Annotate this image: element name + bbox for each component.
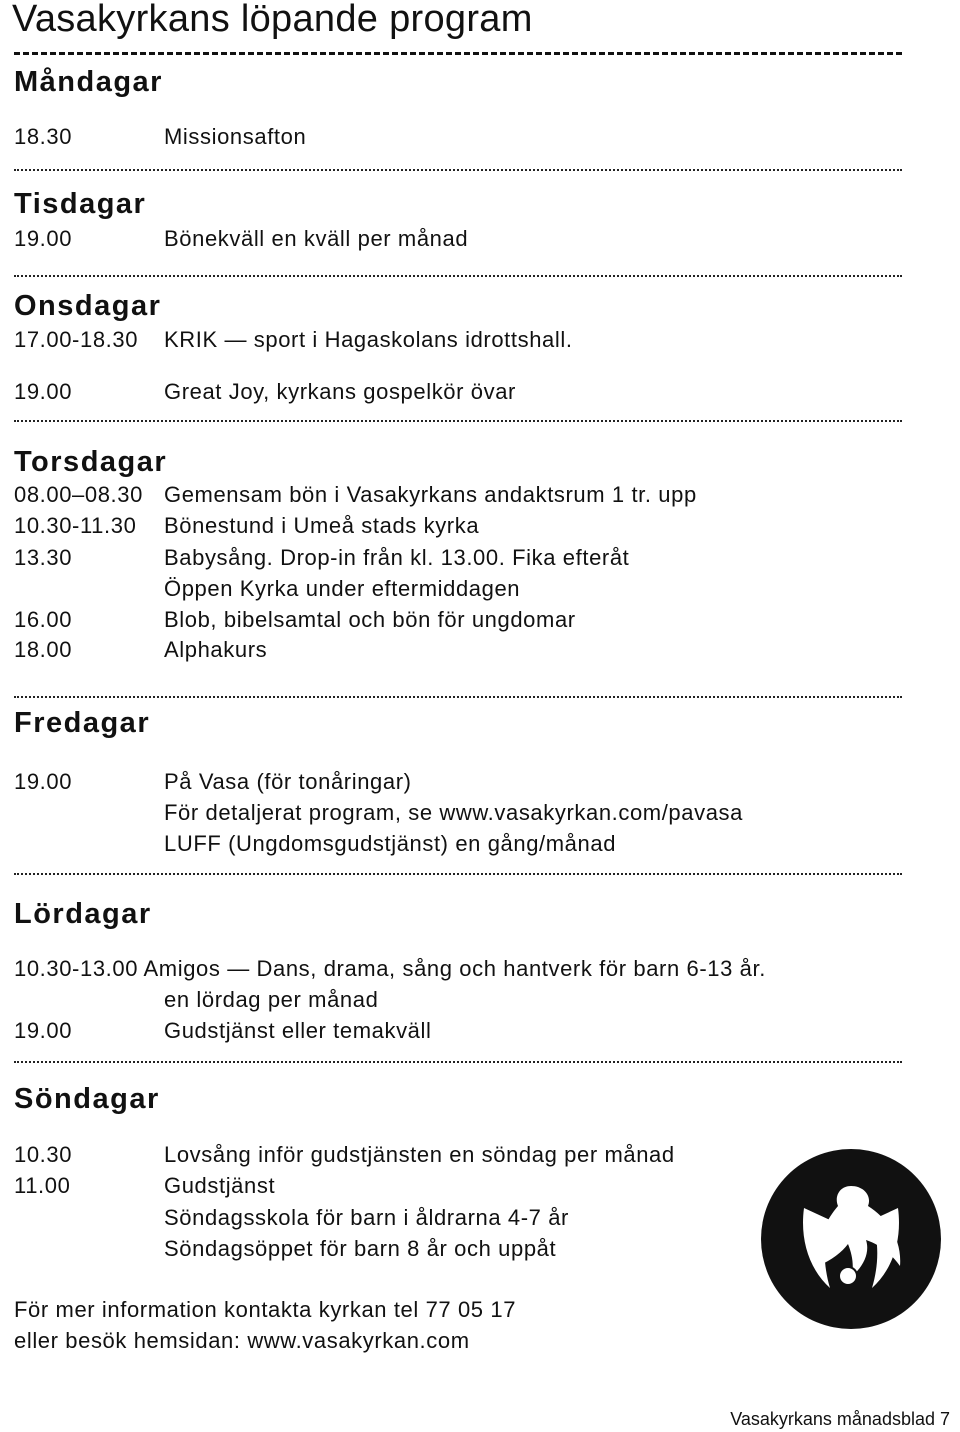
row-description: Söndagsskola för barn i åldrarna 4-7 år: [164, 1205, 569, 1230]
row-description: Lovsång inför gudstjänsten en söndag per månad: [164, 1142, 675, 1167]
day-heading-lordagar: Lördagar: [14, 898, 152, 930]
row-description: Alphakurs: [164, 637, 268, 662]
section-divider: [14, 1061, 902, 1063]
row-time: 11.00: [14, 1173, 71, 1198]
row-description: För detaljerat program, se www.vasakyrkan.com/pavasa: [164, 800, 743, 825]
section-divider: [14, 420, 902, 422]
row-description: LUFF (Ungdomsgudstjänst) en gång/månad: [164, 831, 617, 856]
row-description: På Vasa (för tonåringar): [164, 769, 412, 794]
row-description: Gudstjänst eller temakväll: [164, 1018, 432, 1043]
row-description: Bönekväll en kväll per månad: [164, 226, 469, 251]
section-divider: [14, 696, 902, 698]
row-description: Great Joy, kyrkans gospelkör övar: [164, 379, 516, 404]
row-time: 18.30: [14, 124, 73, 149]
day-heading-onsdagar: Onsdagar: [14, 290, 162, 322]
day-heading-sondagar: Söndagar: [14, 1083, 160, 1115]
row-time: 19.00: [14, 226, 73, 251]
row-time: 16.00: [14, 607, 73, 632]
row-description: Blob, bibelsamtal och bön för ungdomar: [164, 607, 576, 632]
day-heading-torsdagar: Torsdagar: [14, 446, 168, 478]
row-description: Öppen Kyrka under eftermiddagen: [164, 576, 521, 601]
row-time: 13.30: [14, 545, 73, 570]
day-heading-tisdagar: Tisdagar: [14, 188, 147, 220]
row-time: 19.00: [14, 379, 73, 404]
row-time: 10.30-11.30: [14, 513, 137, 538]
row-description: KRIK — sport i Hagaskolans idrottshall.: [164, 327, 573, 352]
row-time: 19.00: [14, 1018, 73, 1043]
row-description: Missionsafton: [164, 124, 307, 149]
row-time: 18.00: [14, 637, 73, 662]
row-description: Gudstjänst: [164, 1173, 276, 1198]
section-divider: [14, 873, 902, 875]
row-description: en lördag per månad: [164, 987, 379, 1012]
row-description: Bönestund i Umeå stads kyrka: [164, 513, 480, 538]
dove-logo-icon: [760, 1148, 942, 1330]
row-description: Söndagsöppet för barn 8 år och uppåt: [164, 1236, 557, 1261]
row-time: 10.30: [14, 1142, 73, 1167]
contact-line-1: För mer information kontakta kyrkan tel 77 05 17: [14, 1297, 517, 1322]
day-heading-mandagar: Måndagar: [14, 66, 163, 98]
contact-line-2: eller besök hemsidan: www.vasakyrkan.com: [14, 1328, 470, 1353]
section-divider: [14, 275, 902, 277]
row-description: Babysång. Drop-in från kl. 13.00. Fika efteråt: [164, 545, 630, 570]
row-time: 17.00-18.30: [14, 327, 139, 352]
row-time: 19.00: [14, 769, 73, 794]
row-time: 08.00–08.30: [14, 482, 143, 507]
page-title: Vasakyrkans löpande program: [12, 0, 533, 40]
day-heading-fredagar: Fredagar: [14, 707, 151, 739]
row-description: 10.30-13.00 Amigos — Dans, drama, sång och hantverk för barn 6-13 år.: [14, 956, 766, 981]
page-footer: Vasakyrkans månadsblad 7: [730, 1409, 950, 1429]
section-divider: [14, 169, 902, 171]
title-divider: [14, 52, 902, 55]
row-description: Gemensam bön i Vasakyrkans andaktsrum 1 tr. upp: [164, 482, 697, 507]
